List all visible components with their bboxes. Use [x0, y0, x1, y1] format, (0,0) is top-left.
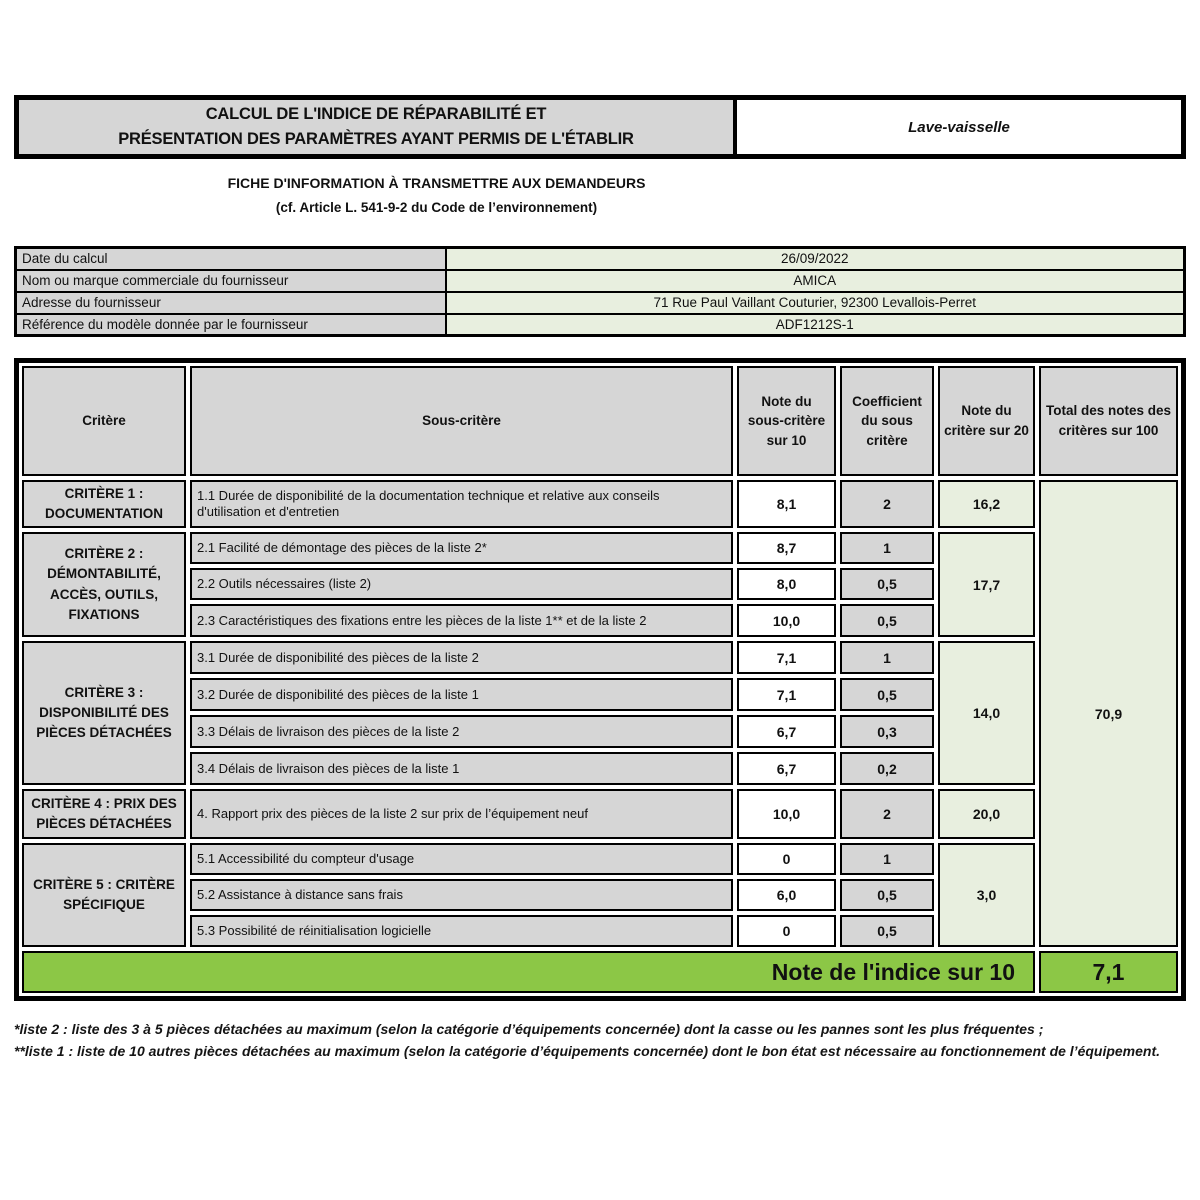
total-notes-value: 70,9 [1039, 480, 1178, 947]
criterion-1-label: CRITÈRE 1 : DOCUMENTATION [22, 480, 186, 528]
footnote-liste1: **liste 1 : liste de 10 autres pièces détachées au maximum (selon la catégorie d’équipements concernée) dont le bon état est nécessaire au fonctionnement de l’équipement. [14, 1043, 1161, 1060]
subrow-2-3-coef: 0,5 [840, 604, 934, 637]
header-critere: Critère [22, 366, 186, 476]
subrow-5-3-label: 5.3 Possibilité de réinitialisation logicielle [190, 915, 733, 947]
info-row-brand [16, 270, 1185, 292]
header-total-100: Total des notes des critères sur 100 [1039, 366, 1178, 476]
subrow-5-1-note: 0 [737, 843, 836, 875]
criterion-4-label: CRITÈRE 4 : PRIX DES PIÈCES DÉTACHÉES [22, 789, 186, 839]
info-row-model [16, 314, 1185, 336]
supplier-info-table [14, 246, 1186, 337]
subrow-4-1-coef: 2 [840, 789, 934, 839]
subrow-5-3-note: 0 [737, 915, 836, 947]
subrow-5-2-coef: 0,5 [840, 879, 934, 911]
criterion-4-note20: 20,0 [938, 789, 1035, 839]
footnotes [14, 1018, 1190, 1063]
title-block [14, 95, 1186, 159]
info-value-model: ADF1212S-1 [446, 314, 1185, 336]
subrow-2-2-label: 2.2 Outils nécessaires (liste 2) [190, 568, 733, 600]
subrow-3-2-note: 7,1 [737, 678, 836, 711]
subrow-1-1-label: 1.1 Durée de disponibilité de la documentation technique et relative aux conseils d'utilisation et d'entretien [190, 480, 733, 528]
criteria-table [14, 358, 1186, 1001]
criterion-5-note20: 3,0 [938, 843, 1035, 947]
subrow-2-2-note: 8,0 [737, 568, 836, 600]
subrow-3-1-coef: 1 [840, 641, 934, 674]
subrow-4-1-note: 10,0 [737, 789, 836, 839]
info-row-date [16, 248, 1185, 270]
subrow-5-1-label: 5.1 Accessibilité du compteur d'usage [190, 843, 733, 875]
subrow-5-3-coef: 0,5 [840, 915, 934, 947]
header-sous-critere: Sous-critère [190, 366, 733, 476]
index-note-label: Note de l'indice sur 10 [22, 951, 1035, 993]
subrow-2-1-coef: 1 [840, 532, 934, 564]
subrow-3-2-coef: 0,5 [840, 678, 934, 711]
subrow-3-1-note: 7,1 [737, 641, 836, 674]
subtitle-block [14, 175, 859, 215]
subrow-2-3-label: 2.3 Caractéristiques des fixations entre les pièces de la liste 1** et de la liste 2 [190, 604, 733, 637]
header-coefficient: Coefficient du sous critère [840, 366, 934, 476]
document-title-line2: PRÉSENTATION DES PARAMÈTRES AYANT PERMIS DE L'ÉTABLIR [118, 130, 634, 148]
index-note-value: 7,1 [1039, 951, 1178, 993]
subrow-2-1-note: 8,7 [737, 532, 836, 564]
subrow-5-1-coef: 1 [840, 843, 934, 875]
info-row-address [16, 292, 1185, 314]
subrow-3-4-label: 3.4 Délais de livraison des pièces de la liste 1 [190, 752, 733, 785]
criterion-2-note20: 17,7 [938, 532, 1035, 637]
subrow-3-3-label: 3.3 Délais de livraison des pièces de la liste 2 [190, 715, 733, 748]
footnote-liste2: *liste 2 : liste des 3 à 5 pièces détachées au maximum (selon la catégorie d’équipements concernée) dont la casse ou les pannes sont les plus fréquentes ; [14, 1021, 1044, 1037]
document-title [19, 100, 737, 154]
subrow-1-1-coef: 2 [840, 480, 934, 528]
info-label-brand: Nom ou marque commerciale du fournisseur [16, 270, 446, 292]
subrow-5-2-note: 6,0 [737, 879, 836, 911]
subrow-2-1-label: 2.1 Facilité de démontage des pièces de la liste 2* [190, 532, 733, 564]
subrow-2-2-coef: 0,5 [840, 568, 934, 600]
document-title-line1: CALCUL DE L'INDICE DE RÉPARABILITÉ ET [205, 105, 547, 124]
header-note-critere-20: Note du critère sur 20 [938, 366, 1035, 476]
subrow-3-2-label: 3.2 Durée de disponibilité des pièces de la liste 1 [190, 678, 733, 711]
info-value-brand: AMICA [446, 270, 1185, 292]
info-label-model: Référence du modèle donnée par le fournisseur [16, 314, 446, 336]
info-value-date: 26/09/2022 [446, 248, 1185, 270]
subrow-4-1-label: 4. Rapport prix des pièces de la liste 2 sur prix de l’équipement neuf [190, 789, 733, 839]
subtitle-line1: FICHE D'INFORMATION À TRANSMETTRE AUX DEMANDEURS [227, 175, 646, 191]
subtitle-line2: (cf. Article L. 541-9-2 du Code de l’environnement) [275, 200, 598, 215]
criterion-3-note20: 14,0 [938, 641, 1035, 785]
subrow-3-1-label: 3.1 Durée de disponibilité des pièces de la liste 2 [190, 641, 733, 674]
subrow-2-3-note: 10,0 [737, 604, 836, 637]
info-label-address: Adresse du fournisseur [16, 292, 446, 314]
subrow-5-2-label: 5.2 Assistance à distance sans frais [190, 879, 733, 911]
header-note-sous-critere: Note du sous-critère sur 10 [737, 366, 836, 476]
criterion-5-label: CRITÈRE 5 : CRITÈRE SPÉCIFIQUE [22, 843, 186, 947]
criterion-3-label: CRITÈRE 3 : DISPONIBILITÉ DES PIÈCES DÉTACHÉES [22, 641, 186, 785]
info-value-address: 71 Rue Paul Vaillant Couturier, 92300 Levallois-Perret [446, 292, 1185, 314]
subrow-1-1-note: 8,1 [737, 480, 836, 528]
subrow-3-3-note: 6,7 [737, 715, 836, 748]
subrow-3-4-note: 6,7 [737, 752, 836, 785]
criterion-1-note20: 16,2 [938, 480, 1035, 528]
info-label-date: Date du calcul [16, 248, 446, 270]
subrow-3-3-coef: 0,3 [840, 715, 934, 748]
criterion-2-label: CRITÈRE 2 : DÉMONTABILITÉ, ACCÈS, OUTILS, FIXATIONS [22, 532, 186, 637]
subrow-3-4-coef: 0,2 [840, 752, 934, 785]
product-category: Lave-vaisselle [737, 100, 1181, 154]
